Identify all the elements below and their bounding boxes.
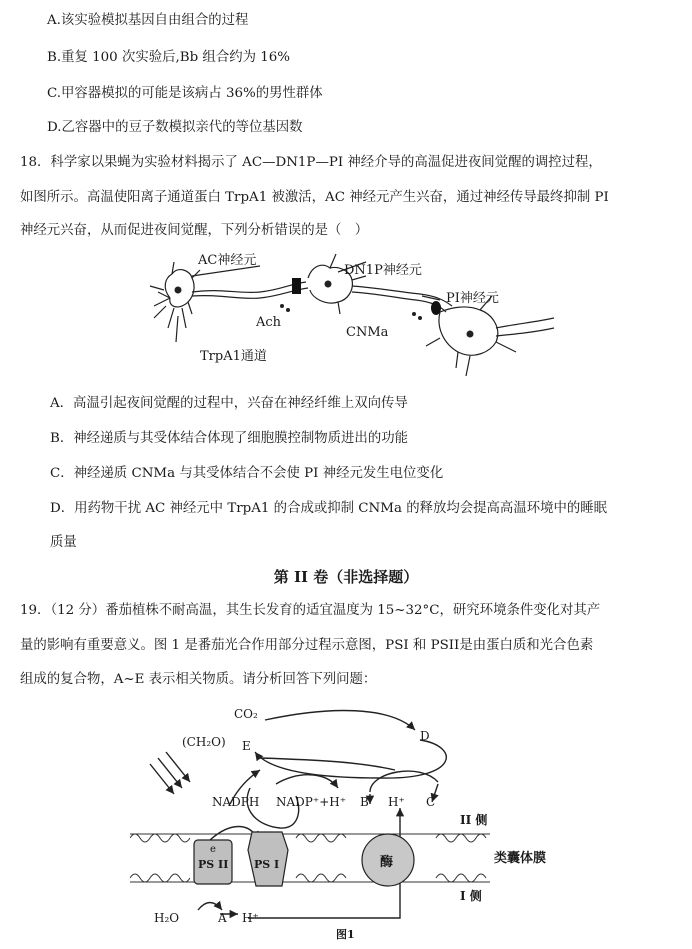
label-e: E	[242, 739, 251, 753]
label-side-i: I 侧	[460, 889, 482, 903]
label-h-top: H⁺	[388, 795, 405, 809]
label-dn1p-neuron: DN1P神经元	[344, 263, 422, 278]
dn1p-synapse-terminal	[431, 301, 441, 315]
label-enzyme: 酶	[380, 855, 394, 870]
q17-option-d: D.乙容器中的豆子数模拟亲代的等位基因数	[47, 120, 303, 135]
label-d: D	[420, 729, 430, 743]
q18-stem-line-3: 神经元兴奋，从而促进夜间觉醒，下列分析错误的是（ ）	[20, 223, 369, 238]
label-side-ii: II 侧	[460, 813, 488, 827]
label-co2: CO₂	[234, 707, 258, 721]
ac-synapse-terminal	[292, 278, 301, 294]
figure-caption: 图1	[336, 928, 355, 941]
q19-photosynthesis-figure	[130, 700, 570, 945]
label-nadp: NADP⁺+H⁺	[276, 795, 347, 809]
pi-neuron-body	[439, 296, 516, 368]
label-pi-neuron: PI神经元	[446, 291, 499, 306]
q18-option-b: B．神经递质与其受体结合体现了细胞膜控制物质进出的功能	[50, 431, 408, 446]
q18-stem-line-2: 如图所示。高温使阳离子通道蛋白 TrpA1 被激活，AC 神经元产生兴奋，通过神经传导最终抑制 PI	[20, 190, 609, 205]
q19-stem-line-1: 19．（12 分）番茄植株不耐高温，其生长发育的适宜温度为 15~32°C，研究环境条件变化对其产	[20, 603, 601, 618]
label-trpa1: TrpA1通道	[200, 349, 267, 364]
q19-stem-line-3: 组成的复合物，A~E 表示相关物质。请分析回答下列问题：	[20, 672, 377, 687]
label-nadph: NADPH	[212, 795, 260, 809]
label-a: A	[218, 911, 227, 925]
label-b: B	[360, 795, 369, 809]
q17-option-c: C.甲容器模拟的可能是该病占 36%的男性群体	[47, 86, 323, 101]
q18-option-d-continued: 质量	[50, 535, 77, 550]
q18-option-d: D．用药物干扰 AC 神经元中 TrpA1 的合成或抑制 CNMa 的释放均会提高高温环境中的睡眠	[50, 501, 608, 516]
label-ach: Ach	[256, 315, 282, 330]
label-psii: PS II	[198, 858, 229, 871]
label-ac-neuron: AC神经元	[198, 253, 257, 268]
q17-option-a: A.该实验模拟基因自由组合的过程	[47, 13, 249, 28]
ac-axon	[192, 282, 306, 292]
q18-neuron-figure	[140, 248, 560, 380]
label-electron: e	[210, 844, 216, 855]
q18-stem-line-1: 18．科学家以果蝇为实验材料揭示了 AC—DN1P—PI 神经介导的高温促进夜间觉醒的调控过程，	[20, 155, 602, 170]
label-cnma: CNMa	[346, 325, 389, 340]
q18-option-c: C．神经递质 CNMa 与其受体结合不会使 PI 神经元发生电位变化	[50, 466, 444, 481]
label-h2o: H₂O	[154, 911, 180, 925]
label-ch2o: (CH₂O)	[182, 735, 226, 749]
q18-option-a: A．高温引起夜间觉醒的过程中，兴奋在神经纤维上双向传导	[50, 396, 408, 411]
label-thylakoid-membrane: 类囊体膜	[494, 851, 547, 866]
thylakoid-membrane	[130, 834, 490, 882]
label-h-bottom: H⁺	[242, 911, 259, 925]
q19-stem-line-2: 量的影响有重要意义。图 1 是番茄光合作用部分过程示意图，PSI 和 PSII是由蛋白质和光合色素	[20, 638, 594, 653]
q17-option-b: B.重复 100 次实验后,Bb 组合约为 16%	[47, 50, 291, 65]
label-c: C	[426, 795, 436, 809]
label-psi: PS I	[254, 858, 280, 871]
section-title: 第 II 卷（非选择题）	[273, 568, 419, 586]
